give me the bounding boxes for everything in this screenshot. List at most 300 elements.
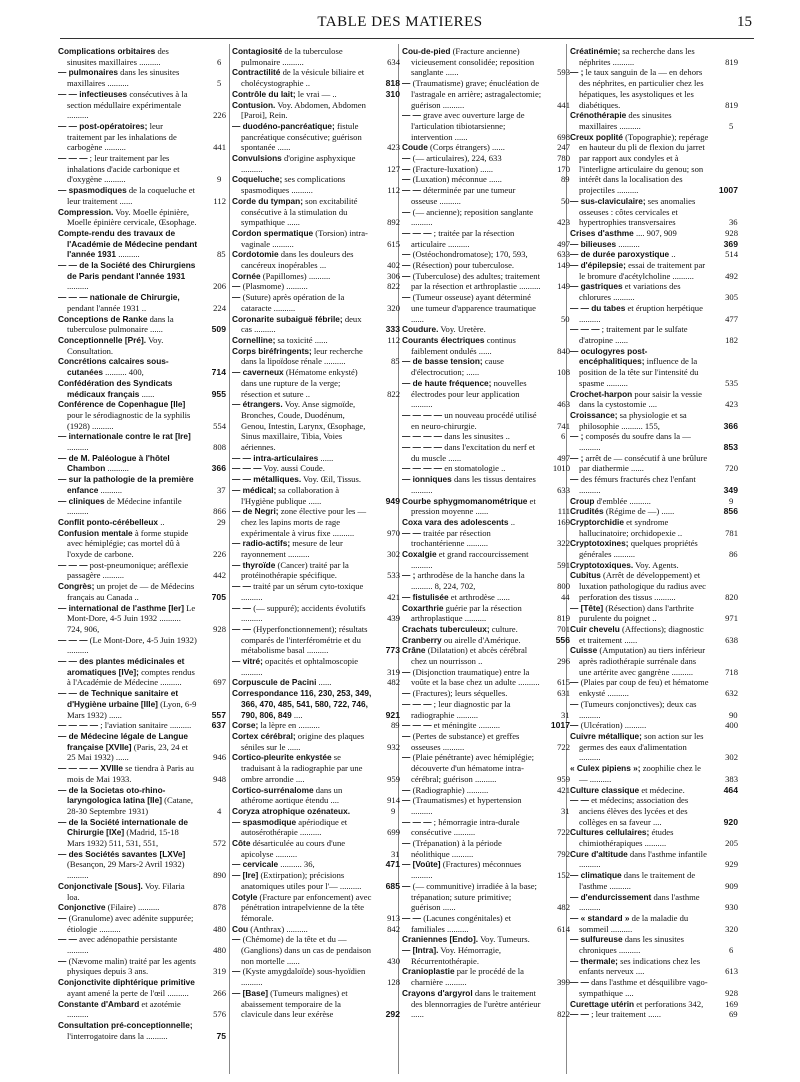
entry-term: Confusion mentale xyxy=(58,527,133,538)
entry-page-ref: 819 xyxy=(725,99,738,110)
entry-detail: (Fractures); leurs séquelles. xyxy=(412,688,508,699)
entry-page-ref: 822 xyxy=(557,1009,570,1020)
index-entry xyxy=(58,817,226,849)
entry-detail: (Plasmome) .......... xyxy=(242,281,308,292)
entry-term: Congrès; xyxy=(58,581,95,592)
entry-detail: à forme stupide avec hémiplégie; cas mortel dû à l'oxyde de carbone. xyxy=(67,527,189,560)
entry-term: — — xyxy=(402,912,424,923)
index-entry xyxy=(58,89,226,121)
entry-page-ref: 920 xyxy=(723,816,738,827)
entry-page-ref: 971 xyxy=(725,613,738,624)
entry-detail: (— suppuré); accidents évolutifs .......... xyxy=(241,602,366,624)
entry-term: — climatique xyxy=(570,870,622,881)
entry-term: Contagiosité xyxy=(232,46,283,56)
index-entry xyxy=(58,913,226,934)
index-entry xyxy=(402,496,570,517)
entry-term: — xyxy=(232,966,243,977)
entry-term: — [Voûte] xyxy=(402,859,441,870)
entry-term: Cornelline; xyxy=(232,334,276,345)
index-entry xyxy=(402,785,570,796)
entry-detail: (Cancer) traité par la protéinothérapie spécifique. xyxy=(241,559,349,581)
entry-term: — xyxy=(402,752,413,763)
entry-term: Coude xyxy=(402,142,428,153)
index-entry xyxy=(232,560,400,581)
entry-detail: dans le traitement des blennorragies de l'urètre antérieur ...... xyxy=(411,987,541,1020)
entry-term: — — xyxy=(232,602,254,613)
index-entry xyxy=(58,528,226,560)
entry-detail: Voy. Abdomen, Abdomen [Paroi], Rein. xyxy=(241,99,366,121)
entry-term: Crises d'asthme xyxy=(570,227,634,238)
index-entry: — sus-claviculaire; ses anomalies osseuses : côtes cervicales et hypertrophies transversaires 36 xyxy=(570,195,738,228)
entry-term: Cou xyxy=(232,923,249,934)
entry-term: Conjonctivite diphtérique primitive xyxy=(58,977,195,988)
entry-term: Cou-de-pied xyxy=(402,46,451,56)
entry-detail: le vrai — .. xyxy=(297,88,337,99)
index-entry xyxy=(232,506,400,538)
entry-detail: et grand raccourcissement .......... xyxy=(411,549,529,570)
entry-page-ref: 722 xyxy=(557,827,570,838)
index-entry xyxy=(58,292,226,313)
index-entry xyxy=(570,303,738,324)
index-entry xyxy=(58,453,226,474)
entry-page-ref: 1010 xyxy=(552,463,570,474)
entry-detail: .......... xyxy=(618,238,640,249)
index-entry xyxy=(402,934,570,945)
entry-page-ref: 423 xyxy=(725,399,738,410)
entry-term: Crachats tuberculeux; xyxy=(402,623,490,634)
index-entry xyxy=(402,859,570,880)
entry-term: — xyxy=(402,174,413,185)
entry-detail: deux cas .......... xyxy=(241,313,362,335)
entry-detail: (Pertes de substance) et greffes osseuses .......... xyxy=(411,731,520,752)
entry-term: — gastriques xyxy=(570,281,623,292)
entry-term: — — métalliques. xyxy=(232,474,302,485)
index-entry xyxy=(402,624,570,635)
entry-page-ref: 781 xyxy=(725,527,738,538)
index-entry xyxy=(232,89,400,100)
entry-term: — cliniques xyxy=(58,495,105,506)
index-entry xyxy=(570,999,738,1010)
entry-detail: .......... xyxy=(67,442,89,453)
entry-term: — de haute fréquence; xyxy=(402,377,492,388)
entry-term: Cubitus xyxy=(570,570,601,581)
index-entry: Côte désarticulée au cours d'une apicolyse .......... 31 xyxy=(232,838,400,859)
entry-detail: dans les sinusites .. xyxy=(444,431,510,442)
entry-detail: composés du soufre dans la — .......... xyxy=(579,431,691,453)
index-entry xyxy=(402,271,570,292)
entry-page-ref: 509 xyxy=(211,324,226,335)
entry-page-ref: 948 xyxy=(213,773,226,784)
page-title: TABLE DES MATIERES xyxy=(317,14,483,30)
entry-detail: (Résection) dans l'arthrite purulente du poignet .. xyxy=(579,602,694,624)
index-entry xyxy=(402,474,570,495)
entry-detail: (Kyste amygdaloïde) sous-hyoïdien .......... xyxy=(241,966,366,988)
index-entry: — — déterminée par une tumeur osseuse .......... 50 xyxy=(402,185,570,206)
entry-detail: par le procédé de la charnière .......... xyxy=(411,966,524,988)
index-entry xyxy=(232,121,400,153)
entry-page-ref: 697 xyxy=(213,677,226,688)
index-entry xyxy=(570,431,738,452)
entry-page-ref: 853 xyxy=(723,442,738,453)
index-entry xyxy=(402,966,570,987)
entry-page-ref: 182 xyxy=(725,334,738,345)
header-rule xyxy=(60,38,754,39)
entry-detail: traitée par résection trochantérienne .......... xyxy=(411,527,491,549)
entry-term: — xyxy=(402,270,413,281)
entry-detail: .. xyxy=(160,516,165,527)
index-entry xyxy=(570,892,738,913)
entry-page-ref: 914 xyxy=(387,795,400,806)
index-entry xyxy=(570,453,738,474)
index-entry xyxy=(402,46,570,78)
entry-detail: (Chémome) de la tête et du — (Ganglions) dans un cas de pendaison non mortelle ...... xyxy=(241,934,372,966)
entry-term: — sulfureuse xyxy=(570,934,623,945)
index-entry xyxy=(232,485,400,506)
entry-detail: de la maladie du sommeil .......... xyxy=(579,912,689,934)
entry-term: — — — — xyxy=(402,442,443,453)
entry-detail: nouvelles électrodes pour leur application .......... xyxy=(411,377,527,410)
entry-page-ref: 800 xyxy=(557,581,570,592)
index-entry xyxy=(570,720,738,731)
index-entry xyxy=(232,934,400,966)
entry-detail: (Extirpation); précisions anatomiques utiles pour l'— .......... xyxy=(241,870,362,891)
index-entry xyxy=(402,817,570,838)
entry-detail: .......... xyxy=(100,484,122,495)
entry-detail: (Fracture par enfoncement) avec pénétration intrapelvienne de la tête fémorale. xyxy=(241,891,372,923)
entry-detail: sa toxicité ...... xyxy=(277,334,328,345)
index-entry: Corse; la lèpre en .......... 89 xyxy=(232,720,400,731)
entry-term: — xyxy=(570,474,581,485)
index-entry: — — — ; leur traitement par les inhalations d'acide carbonique et d'oxygène .......... 9 xyxy=(58,153,222,185)
entry-term: — de M. Paléologue à l'hôtel Chambon xyxy=(58,452,170,474)
index-entry xyxy=(58,720,226,731)
entry-term: — xyxy=(402,731,413,741)
entry-term: Conceptionnelle [Pré]. xyxy=(58,334,147,345)
entry-detail: fistule pancréatique consécutive; guérison spontanée ...... xyxy=(241,120,362,153)
entry-page-ref: 482 xyxy=(557,902,570,913)
entry-term: — cervicale xyxy=(232,859,279,870)
index-entry xyxy=(58,314,226,335)
entry-page-ref: 169 xyxy=(725,998,738,1009)
index-entry xyxy=(58,1020,226,1041)
entry-detail: dans l'asthme et désquilibre vago-sympathique .... xyxy=(579,977,708,998)
entry-detail: (Madrid, 15-18 Mars 1932) 511, 531, 551, xyxy=(67,827,179,849)
entry-term: Cure d'altitude xyxy=(570,848,628,859)
entry-detail: Voy. Consultation. xyxy=(67,334,164,356)
entry-term: Cordon spermatique xyxy=(232,227,314,238)
entry-page-ref: 856 xyxy=(723,506,738,517)
entry-page-ref: 928 xyxy=(725,987,738,998)
entry-term: — xyxy=(402,153,413,164)
entry-page-ref: 929 xyxy=(725,859,738,870)
entry-term: Cotyle xyxy=(232,891,258,902)
entry-term: — — — — xyxy=(58,720,99,731)
entry-page-ref: 878 xyxy=(213,902,226,913)
entry-detail: de la tuberculose pulmonaire .......... xyxy=(241,46,343,67)
entry-page-ref: 442 xyxy=(213,570,226,581)
index-entry xyxy=(402,838,570,859)
entry-term: — — — xyxy=(402,698,432,709)
index-entry xyxy=(58,902,226,913)
entry-page-ref: 111 xyxy=(557,506,570,517)
index-entry xyxy=(58,560,226,581)
entry-page-ref: 955 xyxy=(211,388,226,399)
index-entry xyxy=(402,881,570,913)
entry-detail: .. xyxy=(671,249,676,260)
entry-page-ref: 613 xyxy=(725,966,738,977)
index-entry xyxy=(58,581,226,602)
index-entry xyxy=(570,410,738,431)
entry-detail: (Fracture-luxation) ...... xyxy=(412,163,494,174)
entry-term: Curettage utérin xyxy=(570,998,635,1009)
entry-term: Cortex cérébral; xyxy=(232,731,296,741)
entry-page-ref: 320 xyxy=(387,302,400,313)
entry-term: — xyxy=(570,720,581,731)
index-entry xyxy=(232,892,400,924)
entry-term: — ; xyxy=(402,570,416,581)
entry-page-ref: 482 xyxy=(387,677,400,688)
entry-detail: leur traitement par les inhalations de carbogène .......... xyxy=(67,120,177,153)
entry-detail: zoophilie chez le — .......... xyxy=(579,763,701,784)
entry-detail: ...... xyxy=(318,677,332,688)
index-entry: — — — — dans les sinusites .. 6 xyxy=(402,431,566,442)
entry-term: — thermale; xyxy=(570,955,618,966)
entry-page-ref: 402 xyxy=(387,260,400,271)
entry-term: — spasmodiques xyxy=(58,185,127,196)
index-entry xyxy=(58,763,226,784)
entry-term: — de basse tension; xyxy=(402,356,483,367)
entry-term: — ionniques xyxy=(402,474,452,485)
entry-detail: pour le sérodiagnostic de la syphilis (1928) .......... xyxy=(67,409,191,431)
index-entry xyxy=(232,966,400,987)
entry-detail: cause d'électrocution; ...... xyxy=(411,356,504,378)
entry-term: — vitré; xyxy=(232,656,263,667)
entry-term: — xyxy=(570,698,581,709)
entry-term: — — — xyxy=(58,153,88,164)
index-entry xyxy=(58,335,226,356)
index-entry xyxy=(402,988,570,1020)
index-entry xyxy=(232,153,400,174)
entry-term: — xyxy=(402,292,413,303)
entry-term: Cryptorchidie xyxy=(570,516,624,527)
entry-page-ref: 302 xyxy=(725,752,738,763)
index-entry xyxy=(58,849,226,881)
index-column-3 xyxy=(402,46,570,1076)
entry-detail: et variations des chlorures .......... xyxy=(579,281,681,303)
entry-detail: ; leur traitement par les inhalations d'acide carbonique et d'oxygène .......... xyxy=(67,153,180,185)
entry-term: — xyxy=(232,934,243,945)
entry-detail: (Torsion) intra-vaginale .......... xyxy=(241,227,368,249)
entry-detail: comptes rendus à l'Académie de Médecine .......... xyxy=(67,666,195,688)
entry-detail: ; traitée par la résection articulaire .......... xyxy=(411,227,515,249)
index-entry: — (Tumeur osseuse) ayant déterminé une tumeur d'apparence traumatique ...... 50 xyxy=(402,292,570,324)
entry-detail: dans les sinusites chroniques .......... xyxy=(579,934,684,956)
index-entry xyxy=(402,549,570,570)
entry-term: Cranioplastie xyxy=(402,966,455,977)
entry-page-ref: 471 xyxy=(385,859,400,870)
entry-detail: des sinusites maxillaires .......... xyxy=(67,46,169,67)
entry-page-ref: 685 xyxy=(385,880,400,891)
entry-detail: dans les douleurs des cancéreux inopérables ... xyxy=(241,249,354,271)
entry-term: — — — xyxy=(570,324,600,335)
entry-detail: (Arrêt de développement) et luxation pathologique du radius avec perforation des tissus .......... xyxy=(579,570,706,602)
entry-page-ref: 557 xyxy=(211,709,226,720)
entry-page-ref: 705 xyxy=(211,591,226,602)
entry-term: — — xyxy=(402,110,421,121)
entry-detail: ; l'aviation sanitaire .......... xyxy=(100,720,192,731)
index-entry: — (Tumeurs conjonctives); deux cas .......... 90 xyxy=(570,698,738,720)
entry-term: — xyxy=(402,784,413,795)
index-entry xyxy=(402,752,570,784)
entry-term: — sus-claviculaire; xyxy=(570,195,646,206)
entry-detail: sa physiologie et sa philosophie .......... 155, xyxy=(579,409,687,431)
index-entry xyxy=(570,795,738,827)
entry-detail: dans l'excitation du nerf et du muscle ...... xyxy=(411,442,536,463)
entry-detail: Voy. Hémorragie, Récurrentothérapie. xyxy=(411,945,502,966)
index-entry: — sur la pathologie de la première enfance .......... 37 xyxy=(58,474,226,495)
entry-page-ref: 818 xyxy=(385,78,400,89)
entry-term: Courants électriques xyxy=(402,334,485,345)
entry-term: — — des plantes médicinales et aromatiques [IVe]; xyxy=(58,656,185,677)
entry-detail: Voy. Tumeurs. xyxy=(480,934,530,945)
entry-page-ref: 556 xyxy=(555,634,570,645)
entry-detail: ...... xyxy=(141,388,155,399)
index-entry xyxy=(58,603,226,635)
entry-page-ref: 576 xyxy=(213,1009,226,1020)
index-entry xyxy=(232,46,400,67)
index-entry: — sulfureuse dans les sinusites chroniques .......... 6 xyxy=(570,934,734,956)
entry-term: — radio-actifs; xyxy=(232,538,291,549)
entry-term: — d'endurcissement xyxy=(570,891,652,902)
entry-detail: son action sur les germes des eaux d'alimentation .......... xyxy=(579,731,704,763)
entry-page-ref: 383 xyxy=(725,773,738,784)
index-entry xyxy=(402,463,570,474)
entry-detail: (Régime de —) ...... xyxy=(605,506,675,517)
index-entry xyxy=(58,688,226,720)
entry-term: — xyxy=(402,206,413,217)
entry-detail: quelques propriétés générales .......... xyxy=(579,538,698,560)
entry-term: — de la Société internationale de Chirurgie [IXe] xyxy=(58,816,189,838)
index-entry xyxy=(58,121,226,153)
entry-page-ref: 319 xyxy=(387,666,400,677)
entry-page-ref: 842 xyxy=(387,923,400,934)
index-entry xyxy=(232,196,400,228)
entry-detail: de la coqueluche et leur traitement ...... xyxy=(67,185,195,206)
index-entry xyxy=(232,271,400,282)
entry-page-ref: 928 xyxy=(213,623,226,634)
index-entry xyxy=(58,185,226,206)
entry-detail: ; leur diagnostic par la radiographie .......... xyxy=(411,698,511,720)
index-entry xyxy=(570,603,738,624)
entry-detail: sa recherche dans les néphrites .......... xyxy=(579,46,695,67)
entry-page-ref: 112 xyxy=(387,185,400,196)
index-entry: Crénothérapie des sinusites maxillaires .......... 5 xyxy=(570,110,734,131)
entry-page-ref: 722 xyxy=(557,741,570,752)
entry-detail: ou airelle d'Amérique. xyxy=(443,634,521,645)
index-entry xyxy=(402,249,570,260)
entry-detail: Voy. Moelle épinière, Moelle épinière cervicale, Œsophage. xyxy=(67,206,197,228)
index-entry xyxy=(402,913,570,934)
entry-page-ref: 205 xyxy=(725,838,738,849)
entry-detail: (Granulome) avec adénite suppurée; étiologie .......... xyxy=(67,912,194,934)
index-entry xyxy=(402,667,570,688)
index-entry xyxy=(570,517,738,538)
entry-page-ref: 169 xyxy=(557,516,570,527)
index-entry xyxy=(58,934,226,955)
entry-term: — fistulisée xyxy=(402,591,449,602)
entry-term: Conférence de Copenhague [IIe] xyxy=(58,399,186,410)
index-entry: — — — ; leur diagnostic par la radiographie .......... 31 xyxy=(402,698,570,720)
index-entry xyxy=(570,913,738,934)
index-entry xyxy=(402,164,570,175)
entry-term: — — xyxy=(58,934,77,945)
entry-page-ref: 112 xyxy=(387,334,400,345)
index-entry xyxy=(402,635,570,646)
entry-term: — [Tête] xyxy=(570,602,604,613)
entry-term: — [Intra]. xyxy=(402,945,439,956)
entry-page-ref: 930 xyxy=(725,902,738,913)
index-entry xyxy=(402,720,570,731)
entry-detail: opacités et ophtalmoscopie .......... xyxy=(241,656,359,677)
entry-page-ref: 492 xyxy=(725,270,738,281)
entry-page-ref: 226 xyxy=(213,549,226,560)
entry-term: — des Sociétés savantes [LXVe] xyxy=(58,848,186,859)
entry-detail: désarticulée au cours d'une apicolyse .......... xyxy=(241,838,346,859)
entry-term: — — xyxy=(232,581,251,592)
index-entry xyxy=(232,474,400,485)
entry-page-ref: 423 xyxy=(557,217,570,228)
entry-detail: traité par un sérum cyto-toxique .......... xyxy=(241,581,364,602)
entry-detail: Voy. Filaria loa. xyxy=(67,880,185,902)
entry-detail: ; traitement par le sulfate d'atropine ...... xyxy=(579,324,688,345)
entry-detail: Voy. Agents. xyxy=(635,559,679,570)
entry-detail: (Tuberculose) des adultes; traitement par la résection et arthroplastie .......... xyxy=(411,270,541,292)
entry-detail: un projet de — de Médecins français au Canada .. xyxy=(67,581,195,602)
entry-term: — — de Technique sanitaire et d'Hygiène urbaine [IIIe] xyxy=(58,688,179,709)
entry-page-ref: 890 xyxy=(213,870,226,881)
entry-detail: dans les sinusites maxillaires .......... xyxy=(67,67,180,89)
entry-page-ref: 302 xyxy=(387,549,400,560)
entry-page-ref: 322 xyxy=(557,538,570,549)
index-entry: — — ; leur traitement ...... 69 xyxy=(570,1009,738,1020)
entry-detail: .......... xyxy=(67,281,89,292)
entry-term: — xyxy=(58,912,69,923)
page-number: 15 xyxy=(737,14,752,30)
index-column-4 xyxy=(570,46,738,1076)
index-entry xyxy=(402,645,570,666)
entry-detail: un nouveau procédé utilisé en neuro-chirurgie. xyxy=(411,409,537,431)
entry-page-ref: 637 xyxy=(211,720,226,731)
entry-page-ref: 497 xyxy=(557,452,570,463)
entry-page-ref: 615 xyxy=(387,238,400,249)
index-entry xyxy=(232,688,400,720)
entry-term: Creux poplité xyxy=(570,131,624,142)
entry-page-ref: 366 xyxy=(211,463,226,474)
entry-page-ref: 1007 xyxy=(718,185,738,196)
entry-page-ref: 932 xyxy=(387,741,400,752)
entry-term: — thyroïde xyxy=(232,559,276,570)
entry-term: — — — xyxy=(232,463,262,474)
index-entry: — de la Societas oto-rhino-laryngologica latina [IIe] (Catane, 28-30 Septembre 1931) 4 xyxy=(58,784,222,816)
entry-detail: l'interrogatoire dans la .......... xyxy=(67,1030,168,1041)
index-entry xyxy=(232,281,400,292)
entry-page-ref: 441 xyxy=(557,99,570,110)
entry-detail: (Dilatation) et abcès cérébral chez un nourrisson .. xyxy=(411,645,528,667)
index-entry xyxy=(570,281,738,302)
entry-term: Contusion. xyxy=(232,99,276,110)
entry-term: Cuir chevelu xyxy=(570,623,620,634)
entry-detail: .......... xyxy=(118,249,140,260)
